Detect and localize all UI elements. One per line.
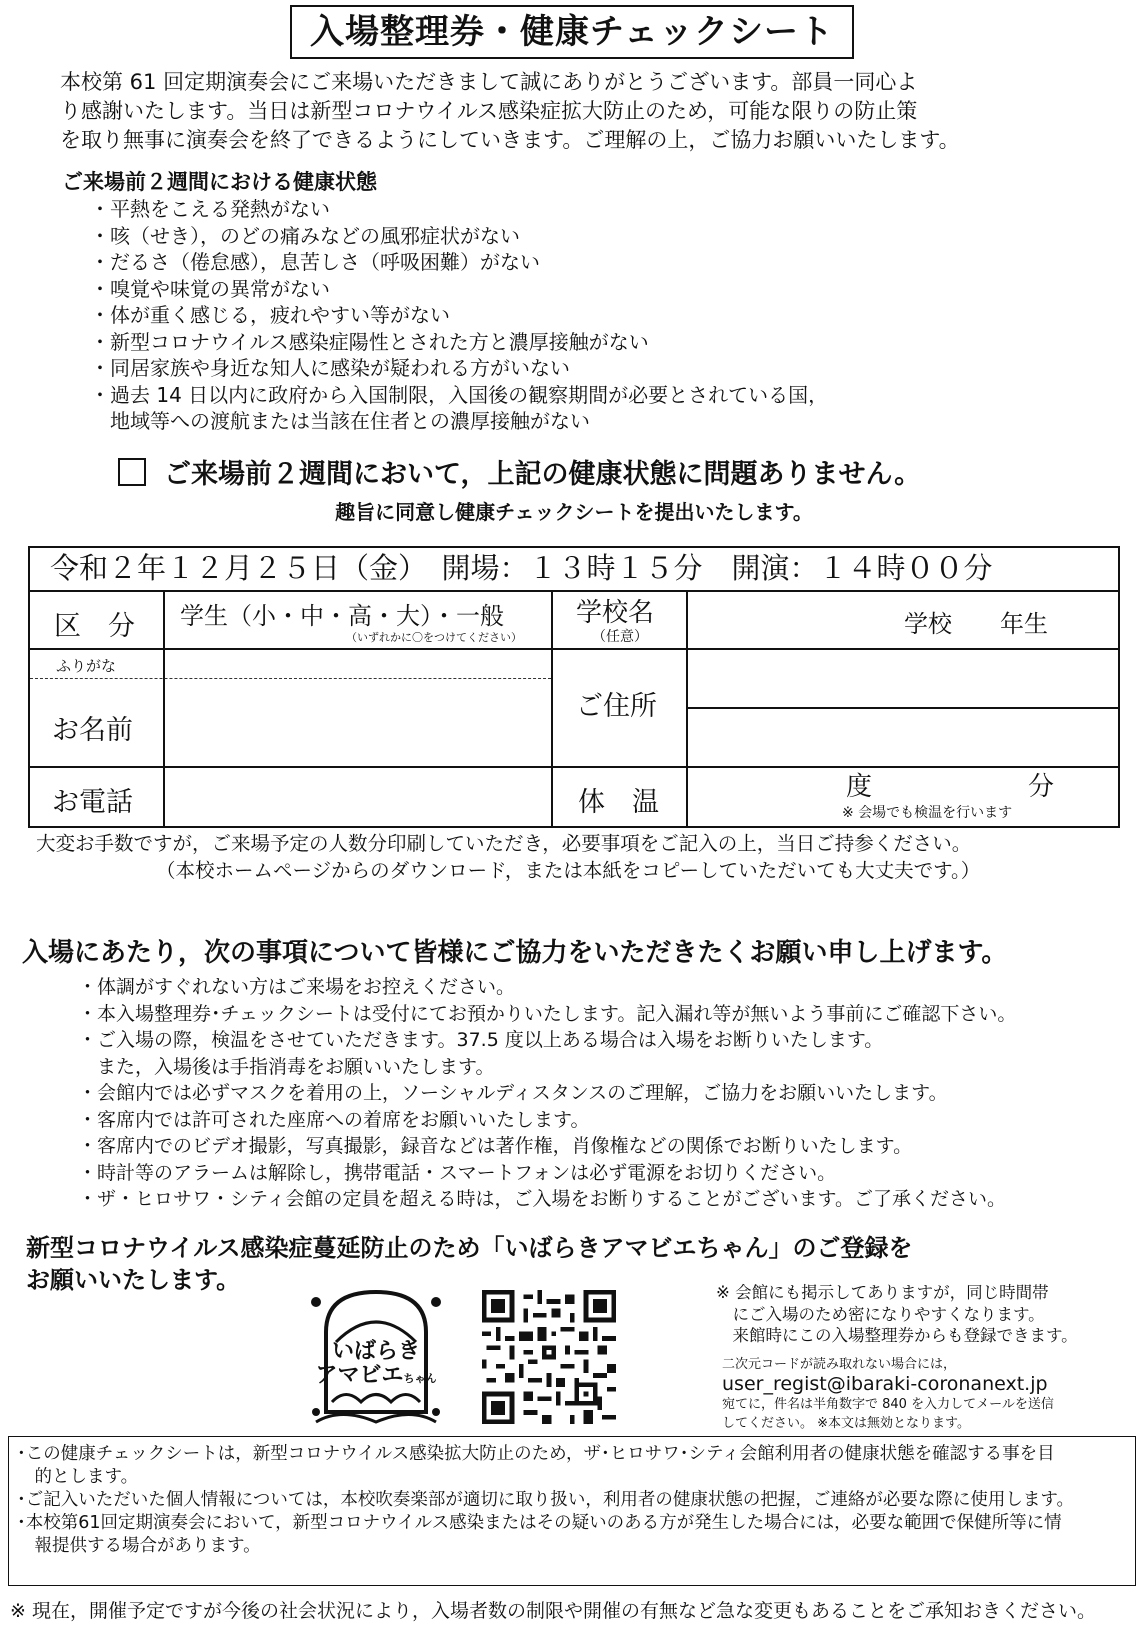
privacy-line: 報提供する場合があります。 bbox=[17, 1536, 261, 1556]
registration-note-line: 来館時にこの入場整理券からも登録できます。 bbox=[716, 1326, 1078, 1345]
furigana-label: ふりがな bbox=[56, 657, 117, 675]
health-confirm bbox=[118, 452, 921, 491]
list-item: ・客席内でのビデオ撮影，写真撮影，録音などは著作権，肖像権などの関係でお断りいたします。 bbox=[78, 1135, 913, 1157]
school-label: 学校名 bbox=[576, 598, 655, 628]
health-heading: ご来場前２週間における健康状態 bbox=[62, 170, 377, 194]
list-item: また，入場後は手指消毒をお願いいたします。 bbox=[78, 1055, 495, 1078]
amabie-logo bbox=[306, 1282, 446, 1428]
event-date-line: 令和２年１２月２５日（金） 開場：１３時１５分 開演：１４時００分 bbox=[50, 551, 993, 585]
print-note: 大変お手数ですが，ご来場予定の人数分印刷していただき，必要事項をご記入の上，当日ご持参ください。 bbox=[36, 832, 972, 855]
list-item: ・だるさ（倦怠感），息苦しさ（呼吸困難）がない bbox=[90, 250, 540, 274]
confirm-checkbox[interactable] bbox=[118, 458, 146, 486]
address-label: ご住所 bbox=[576, 691, 657, 722]
category-note: （いずれかに〇をつけてください） bbox=[346, 631, 522, 644]
registration-note-line: ※ 会館にも掲示してありますが，同じ時間帯 bbox=[716, 1283, 1049, 1302]
name-field[interactable] bbox=[165, 650, 549, 764]
intro-line: 本校第 61 回定期演奏会にご来場いただきまして誠にありがとうございます。部員一同心よ bbox=[60, 70, 918, 94]
list-item: ・会館内では必ずマスクを着用の上，ソーシャルディスタンスのご理解，ご協力をお願いいたします。 bbox=[78, 1082, 948, 1104]
temperature-label: 体 温 bbox=[578, 787, 659, 818]
qr-code[interactable] bbox=[482, 1290, 616, 1424]
privacy-box bbox=[8, 1436, 1136, 1586]
qr-code-graphic bbox=[482, 1290, 616, 1424]
cooperation-heading: 入場にあたり，次の事項について皆様にご協力をいただきたくお願い申し上げます。 bbox=[22, 938, 1008, 968]
amabie-heading-line: 新型コロナウイルス感染症蔓延防止のため「いばらきアマビエちゃん」のご登録を bbox=[26, 1234, 913, 1262]
entry-form bbox=[28, 546, 1120, 828]
phone-field[interactable] bbox=[165, 768, 549, 824]
category-label: 区 分 bbox=[54, 611, 135, 642]
list-item: ・客席内では許可された座席への着席をお願いいたします。 bbox=[78, 1108, 590, 1131]
intro-line: を取り無事に演奏会を終了できるようにしていきます。ご理解の上，ご協力お願いいたします。 bbox=[60, 128, 960, 152]
temperature-field[interactable]: 度 分 bbox=[846, 772, 1055, 802]
amabie-heading-line: お願いいたします。 bbox=[26, 1266, 241, 1294]
confirm-text: ご来場前２週間において，上記の健康状態に問題ありません。 bbox=[164, 459, 922, 490]
address-field[interactable] bbox=[688, 650, 1116, 764]
list-item: ・体が重く感じる，疲れやすい等がない bbox=[90, 303, 450, 327]
agree-text: 趣旨に同意し健康チェックシートを提出いたします。 bbox=[335, 500, 813, 524]
privacy-line: ･ご記入いただいた個人情報については，本校吹奏楽部が適切に取り扱い，利用者の健康状態の把握，ご連絡が必要な際に使用します。 bbox=[17, 1490, 1074, 1510]
registration-note-line: にご入場のため密になりやすくなります。 bbox=[716, 1304, 1045, 1324]
intro-paragraph bbox=[60, 68, 1100, 155]
phone-label: お電話 bbox=[52, 787, 133, 818]
list-item: ・ザ・ヒロサワ・シティ会館の定員を超える時は，ご入場をお断りすることがございます。ご了承ください。 bbox=[78, 1188, 1006, 1210]
cooperation-list bbox=[78, 974, 1016, 1213]
list-item: ・時計等のアラームは解除し，携帯電話・スマートフォンは必ず電源をお切りください。 bbox=[78, 1161, 837, 1184]
registration-note bbox=[716, 1282, 1078, 1433]
health-list bbox=[90, 196, 828, 435]
school-field[interactable]: 学校 年生 bbox=[904, 610, 1048, 638]
print-note: （本校ホームページからのダウンロード，または本紙をコピーしていただいても大丈夫です。） bbox=[156, 859, 981, 882]
page-title: 入場整理券・健康チェックシート bbox=[290, 5, 854, 59]
list-item: 地域等への渡航または当該在住者との濃厚接触がない bbox=[90, 409, 590, 433]
list-item: ・新型コロナウイルス感染症陽性とされた方と濃厚接触がない bbox=[90, 329, 649, 354]
bottom-note: ※ 現在，開催予定ですが今後の社会状況により，入場者数の制限や開催の有無など急な変更もあることをご承知おきください。 bbox=[10, 1600, 1096, 1622]
list-item: ・嗅覚や味覚の異常がない bbox=[90, 276, 330, 301]
email-note: してください。 ※本文は無効となります。 bbox=[722, 1416, 970, 1431]
registration-email[interactable]: user_regist@ibaraki-coronanext.jp bbox=[722, 1372, 1048, 1395]
list-item: ・ご入場の際，検温をさせていただきます。37.5 度以上ある場合は入場をお断りいたします。 bbox=[78, 1029, 884, 1051]
amabie-logo-text: いばらき アマビエちゃん bbox=[315, 1339, 437, 1388]
intro-line: り感謝いたします。当日は新型コロナウイルス感染症拡大防止のため，可能な限りの防止策 bbox=[60, 99, 918, 123]
privacy-line: 的とします。 bbox=[17, 1467, 139, 1487]
email-note: 宛てに，件名は半角数字で 840 を入力してメールを送信 bbox=[722, 1397, 1054, 1412]
qr-fallback-note: 二次元コードが読み取れない場合には， bbox=[722, 1356, 957, 1372]
privacy-line: ･この健康チェックシートは，新型コロナウイルス感染拡大防止のため，ザ･ヒロサワ･シティ会館利用者の健康状態を確認する事を目 bbox=[17, 1444, 1055, 1464]
temperature-note: ※ 会場でも検温を行います bbox=[842, 805, 1013, 821]
list-item: ・咳（せき），のどの痛みなどの風邪症状がない bbox=[90, 223, 520, 248]
list-item: ・過去 14 日以内に政府から入国制限，入国後の観察期間が必要とされている国， bbox=[90, 382, 829, 407]
name-label: お名前 bbox=[52, 715, 133, 746]
list-item: ・同居家族や身近な知人に感染が疑われる方がいない bbox=[90, 356, 570, 380]
list-item: ・平熱をこえる発熱がない bbox=[90, 197, 330, 221]
list-item: ・本入場整理券･チェックシートは受付にてお預かりいたします。記入漏れ等が無いよう事前にご確認下さい。 bbox=[78, 1002, 1017, 1025]
privacy-line: ･本校第61回定期演奏会において，新型コロナウイルス感染またはその疑いのある方が発生した場合には，必要な範囲で保健所等に情 bbox=[17, 1513, 1062, 1533]
list-item: ・体調がすぐれない方はご来場をお控えください。 bbox=[78, 976, 516, 998]
category-options[interactable]: 学生（小・中・高・大）・一般 bbox=[180, 602, 504, 630]
print-notes bbox=[0, 830, 1148, 884]
school-optional: （任意） bbox=[592, 629, 648, 645]
